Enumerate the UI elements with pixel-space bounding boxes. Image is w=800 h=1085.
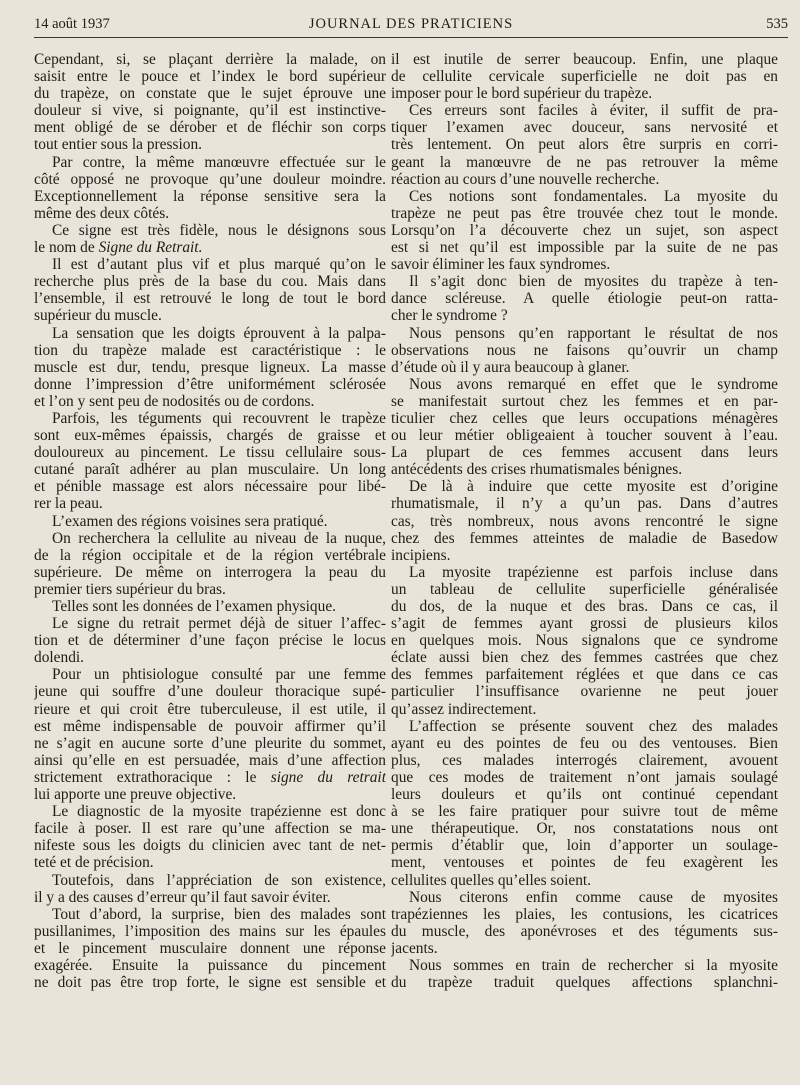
text-line (391, 85, 778, 102)
line-text: réaction au cours d’une nouvelle recherche. (391, 170, 660, 188)
line-text: du trapèze traduit quelques affections splanchni- (391, 974, 778, 992)
text-line (391, 376, 778, 393)
text-line (34, 171, 386, 188)
text-line (391, 342, 778, 359)
text-line (34, 273, 386, 290)
text-line (34, 342, 386, 359)
line-text: et le pincement musculaire donnent une réponse (34, 939, 386, 957)
line-text: Parfois, les téguments qui recouvrent le trapèze (52, 409, 386, 427)
text-line (391, 718, 778, 735)
line-text: du trapèze, on constate que le sujet éprouve une (34, 85, 386, 103)
line-text: rhumatismale, il n’y a qu’un pas. Dans d’autres (391, 495, 778, 513)
line-text: donne l’impression d’être uniformément sclérosée (34, 375, 386, 393)
text-line (391, 820, 778, 837)
text-line (34, 205, 386, 222)
text-line (34, 85, 386, 102)
text-line (391, 581, 778, 598)
text-line (34, 359, 386, 376)
text-line (391, 906, 778, 923)
line-text: et l’on y sent peu de nodosités ou de cordons. (34, 392, 315, 410)
text-line (391, 854, 778, 871)
line-text: dolendi. (34, 649, 85, 667)
line-text: strictement extrathoracique : le (34, 768, 257, 786)
line-text: antécédents des crises rhumatismales bénignes. (391, 461, 683, 479)
line-text: saisit entre le pouce et l’index le bord supérieur (34, 68, 386, 86)
text-line (34, 649, 386, 666)
text-line (391, 205, 778, 222)
text-line (391, 564, 778, 581)
text-line (34, 307, 386, 324)
line-text: est si net qu’il est impossible par la suite de ne pas (391, 239, 778, 257)
text-line (34, 923, 386, 940)
line-text: du muscle, des aponévroses et des téguments sus- (391, 922, 778, 940)
text-line (34, 256, 386, 273)
text-line (34, 393, 386, 410)
text-line (34, 136, 386, 153)
line-text: du dos, de la nuque et des bras. Dans ce cas, il (391, 598, 778, 615)
text-line (391, 51, 778, 68)
line-text: lui apporte une preuve objective. (34, 786, 237, 804)
line-text: Exceptionnellement la réponse sensitive sera la (34, 187, 386, 205)
line-text: incipiens. (391, 546, 451, 564)
line-text: Le signe du retrait permet déjà de situer l’affec- (52, 615, 386, 633)
text-line (391, 889, 778, 906)
line-text: l’ensemble, il est retrouvé le long de tout le bord (34, 290, 386, 308)
line-text: il y a des causes d’erreur qu’il faut savoir éviter. (34, 888, 331, 906)
text-line (391, 273, 778, 290)
line-text: Ce signe est très fidèle, nous le désignons sous (52, 221, 386, 239)
text-line (391, 632, 778, 649)
line-text: Nous avons remarqué en effet que le syndrome (409, 375, 778, 393)
line-text: Cependant, si, se plaçant derrière la malade, on (34, 51, 386, 68)
line-text: chez des femmes atteintes de maladie de Basedow (391, 529, 778, 547)
line-text: Nous pensons qu’en rapportant le résultat de nos (409, 324, 778, 342)
text-line (391, 701, 778, 718)
text-line (391, 547, 778, 564)
text-line (391, 359, 778, 376)
text-line (391, 495, 778, 512)
text-line (34, 290, 386, 307)
text-line (391, 188, 778, 205)
line-text: très lentement. On peut alors être surpris en corri- (391, 136, 778, 154)
text-line (391, 119, 778, 136)
line-text: rer la peau. (34, 495, 103, 513)
text-line (34, 547, 386, 564)
line-text: le nom de (34, 239, 95, 257)
text-line (34, 974, 386, 991)
text-line (391, 154, 778, 171)
line-text: ticulier chez celles que leurs occupations ménagères (391, 409, 778, 427)
text-line (391, 872, 778, 889)
text-line (34, 513, 386, 530)
text-line (391, 461, 778, 478)
text-line (34, 718, 386, 735)
text-line (34, 239, 386, 256)
line-text: trapéziennes les plaies, les contusions, les cicatrices (391, 905, 778, 923)
line-text: La sensation que les doigts éprouvent à la palpa- (52, 324, 386, 342)
text-line (34, 188, 386, 205)
line-text: Par contre, la même manœuvre effectuée sur le (52, 153, 386, 171)
text-line (391, 666, 778, 683)
line-text: supérieure. De même on interrogera la peau du (34, 563, 386, 581)
line-text: en quelques mois. Nous signalons que ce syndrome (391, 632, 778, 650)
text-line (391, 393, 778, 410)
line-text: savoir éliminer les faux syndromes. (391, 256, 611, 274)
text-line (34, 769, 386, 786)
line-text: L’affection se présente souvent chez des malades (409, 717, 778, 735)
running-header (34, 14, 788, 36)
line-text: ne s’agit en aucune sorte d’une pleurite du sommet, (34, 734, 386, 752)
line-text: ainsi qu’elle en est persuadée, mais d’une affection (34, 751, 386, 769)
line-text: cas, très nombreux, nous avons rencontré le signe (391, 512, 778, 530)
text-line (391, 427, 778, 444)
line-text: trapèze ne peut pas être trouvée chez tout le monde. (391, 204, 778, 222)
text-line (391, 410, 778, 427)
text-line (391, 923, 778, 940)
italic-term: Signe du Retrait. (98, 239, 203, 257)
line-text: pusillanimes, l’imposition des mains sur les épaules (34, 922, 386, 940)
text-line (391, 615, 778, 632)
line-text: se manifestait surtout chez les femmes et en par- (391, 392, 778, 410)
text-line (391, 837, 778, 854)
line-text: ment, ventouses et pointes de feu exagèrent les (391, 854, 778, 872)
line-text: Nous sommes en train de rechercher si la myosite (409, 956, 778, 974)
line-text: jeune qui souffre d’une douleur thoracique supé- (34, 683, 386, 701)
text-line (391, 530, 778, 547)
line-text: tion et de déterminer d’une façon précise le locus (34, 632, 386, 650)
line-text: que ces modes de traitement n’ont jamais soulagé (391, 768, 778, 786)
line-text: tion du trapèze malade est caractéristique : le (34, 341, 386, 359)
text-line (391, 102, 778, 119)
text-line (34, 889, 386, 906)
left-column (34, 51, 386, 991)
text-line (34, 530, 386, 547)
text-line (391, 974, 778, 991)
line-text: même des deux côtés. (34, 204, 170, 222)
line-text: tout entier sous la pression. (34, 136, 202, 154)
text-line (34, 154, 386, 171)
text-line (391, 957, 778, 974)
line-text: est même indispensable de pouvoir affirmer qu’il (34, 717, 386, 735)
text-line (34, 940, 386, 957)
header-date: 14 août 1937 (34, 16, 110, 32)
line-text: qu’assez indirectement. (391, 700, 537, 718)
text-line (391, 136, 778, 153)
text-line (34, 854, 386, 871)
text-line (34, 701, 386, 718)
text-line (391, 513, 778, 530)
text-line (391, 68, 778, 85)
text-line (391, 444, 778, 461)
text-line (34, 581, 386, 598)
text-line (391, 649, 778, 666)
text-line (391, 256, 778, 273)
journal-title: JOURNAL DES PRATICIENS (308, 16, 514, 32)
line-text: premier tiers supérieur du bras. (34, 580, 226, 598)
line-text: ment obligé de se dérober et de fléchir son corps (34, 119, 386, 137)
text-line (391, 940, 778, 957)
text-line (34, 837, 386, 854)
line-text: permis d’établir que, loin d’apporter un soulage- (391, 837, 778, 855)
line-text: ne doit pas être trop forte, le signe est sensible et (34, 974, 386, 992)
text-line (391, 290, 778, 307)
text-line (34, 906, 386, 923)
line-text: éclate aussi bien chez des femmes castrées que chez (391, 649, 778, 667)
line-text: Telles sont les données de l’examen physique. (52, 598, 337, 615)
line-text: nifeste sous les doigts du clinicien avec tant de net- (34, 837, 386, 855)
text-line (34, 222, 386, 239)
italic-term: signe du retrait (270, 768, 386, 786)
text-line (34, 735, 386, 752)
text-line (34, 683, 386, 700)
text-line (391, 786, 778, 803)
line-text: particulier l’insuffisance ovarienne ne peut jouer (391, 683, 778, 701)
text-line (391, 171, 778, 188)
line-text: de la région occipitale et de la région vertébrale (34, 546, 386, 564)
text-line (34, 820, 386, 837)
text-line (391, 239, 778, 256)
line-text: côté opposé ne provoque qu’une douleur moindre. (34, 170, 386, 188)
text-line (34, 598, 386, 615)
text-line (34, 872, 386, 889)
line-text: De là à induire que cette myosite est d’origine (409, 478, 778, 496)
text-line (391, 803, 778, 820)
text-line (391, 325, 778, 342)
text-line (34, 632, 386, 649)
line-text: sont eux-mêmes épaissis, chargés de graisse et (34, 427, 386, 445)
text-line (34, 666, 386, 683)
page-number: 535 (766, 16, 788, 32)
line-text: teté et de précision. (34, 854, 154, 872)
line-text: Toutefois, dans l’appréciation de son existence, (52, 871, 386, 889)
text-line (34, 51, 386, 68)
line-text: supérieur du muscle. (34, 307, 162, 325)
line-text: rieure et qui croit être tuberculeuse, il est utile, il (34, 700, 386, 718)
text-line (34, 325, 386, 342)
line-text: Tout d’abord, la surprise, bien des malades sont (52, 905, 386, 923)
line-text: observations nous ne faisons qu’ouvrir un champ (391, 341, 778, 359)
line-text: Nous citerons enfin comme cause de myosites (409, 888, 778, 906)
line-text: une thérapeutique. Or, nos constatations nous ont (391, 820, 778, 838)
line-text: cher le syndrome ? (391, 307, 508, 325)
line-text: douleur si vive, si poignante, qu’il est instinctive- (34, 102, 386, 120)
line-text: douloureux au pincement. Le tissu cellulaire sous- (34, 444, 386, 462)
line-text: et pénible massage est alors nécessaire pour libé- (34, 478, 386, 496)
line-text: des femmes parfaitement réglées et que dans ce cas (391, 666, 778, 684)
line-text: La myosite trapézienne est parfois incluse dans (409, 563, 778, 581)
line-text: Ces erreurs sont faciles à éviter, il suffit de pra- (409, 102, 778, 120)
text-line (391, 683, 778, 700)
text-line (34, 410, 386, 427)
text-line (34, 615, 386, 632)
line-text: facile à poser. Il est rare qu’une affection se ma- (34, 820, 386, 838)
line-text: Il s’agit donc bien de myosites du trapèze à ten- (409, 273, 778, 291)
text-line (34, 564, 386, 581)
line-text: exagérée. Ensuite la puissance du pincement (34, 956, 386, 974)
line-text: muscle est dur, tendu, presque ligneux. La masse (34, 358, 386, 376)
line-text: L’examen des régions voisines sera pratiqué. (52, 512, 328, 530)
line-text: Le diagnostic de la myosite trapézienne est donc (52, 803, 386, 821)
text-line (391, 752, 778, 769)
line-text: tiquer l’examen avec douceur, sans nervosité et (391, 119, 778, 137)
text-line (391, 307, 778, 324)
line-text: jacents. (391, 939, 438, 957)
text-line (34, 68, 386, 85)
text-line (391, 222, 778, 239)
text-line (391, 735, 778, 752)
text-line (34, 495, 386, 512)
text-line (34, 119, 386, 136)
line-text: de cellulite cervicale superficielle ne doit pas en (391, 68, 778, 86)
line-text: Il est d’autant plus vif et plus marqué qu’on le (52, 256, 386, 274)
line-text: Pour un phtisiologue consulté par une femme (52, 666, 386, 684)
line-text: Lorsqu’on l’a découverte chez un sujet, son aspect (391, 221, 778, 239)
text-line (34, 376, 386, 393)
text-line (391, 478, 778, 495)
line-text: un tableau de cellulite superficielle généralisée (391, 580, 778, 598)
line-text: s’agit de femmes ayant grossi de plusieurs kilos (391, 615, 778, 633)
line-text: recherche plus près de la base du cou. Mais dans (34, 273, 386, 291)
header-rule (34, 37, 788, 38)
line-text: leurs douleurs et qu’ils ont continué cependant (391, 786, 778, 804)
line-text: cutané paraît adhérer au plan musculaire. Un long (34, 461, 386, 479)
line-text: geant la manœuvre de ne pas retrouver la même (391, 153, 778, 171)
line-text: imposer pour le bord supérieur du trapèze. (391, 85, 653, 103)
line-text: ou leur métier obligeaient à toucher souvent à l’eau. (391, 427, 778, 445)
line-text: ayant eu des pointes de feu ou des ventouses. Bien (391, 734, 778, 752)
line-text: La plupart de ces femmes accusent dans leurs (391, 444, 778, 462)
text-line (34, 786, 386, 803)
text-line (34, 478, 386, 495)
line-text: à se les faire pratiquer pour suivre tout de même (391, 803, 778, 821)
text-line (34, 752, 386, 769)
text-line (34, 957, 386, 974)
line-text: On recherchera la cellulite au niveau de la nuque, (52, 529, 386, 547)
line-text: dance scléreuse. A quelle étiologie peut-on ratta- (391, 290, 778, 308)
text-line (34, 427, 386, 444)
line-text: Ces notions sont fondamentales. La myosite du (409, 187, 778, 205)
text-line (34, 102, 386, 119)
text-line (34, 461, 386, 478)
line-text: cellulites quelles qu’elles soient. (391, 871, 592, 889)
line-text: d’étude où il y aura beaucoup à glaner. (391, 358, 630, 376)
text-line (34, 444, 386, 461)
line-text: plus, ces malades interrogés clairement, avouent (391, 751, 778, 769)
text-line (391, 769, 778, 786)
right-column (391, 51, 778, 991)
text-line (391, 598, 778, 615)
line-text: il est inutile de serrer beaucoup. Enfin, une plaque (391, 51, 778, 68)
text-line (34, 803, 386, 820)
